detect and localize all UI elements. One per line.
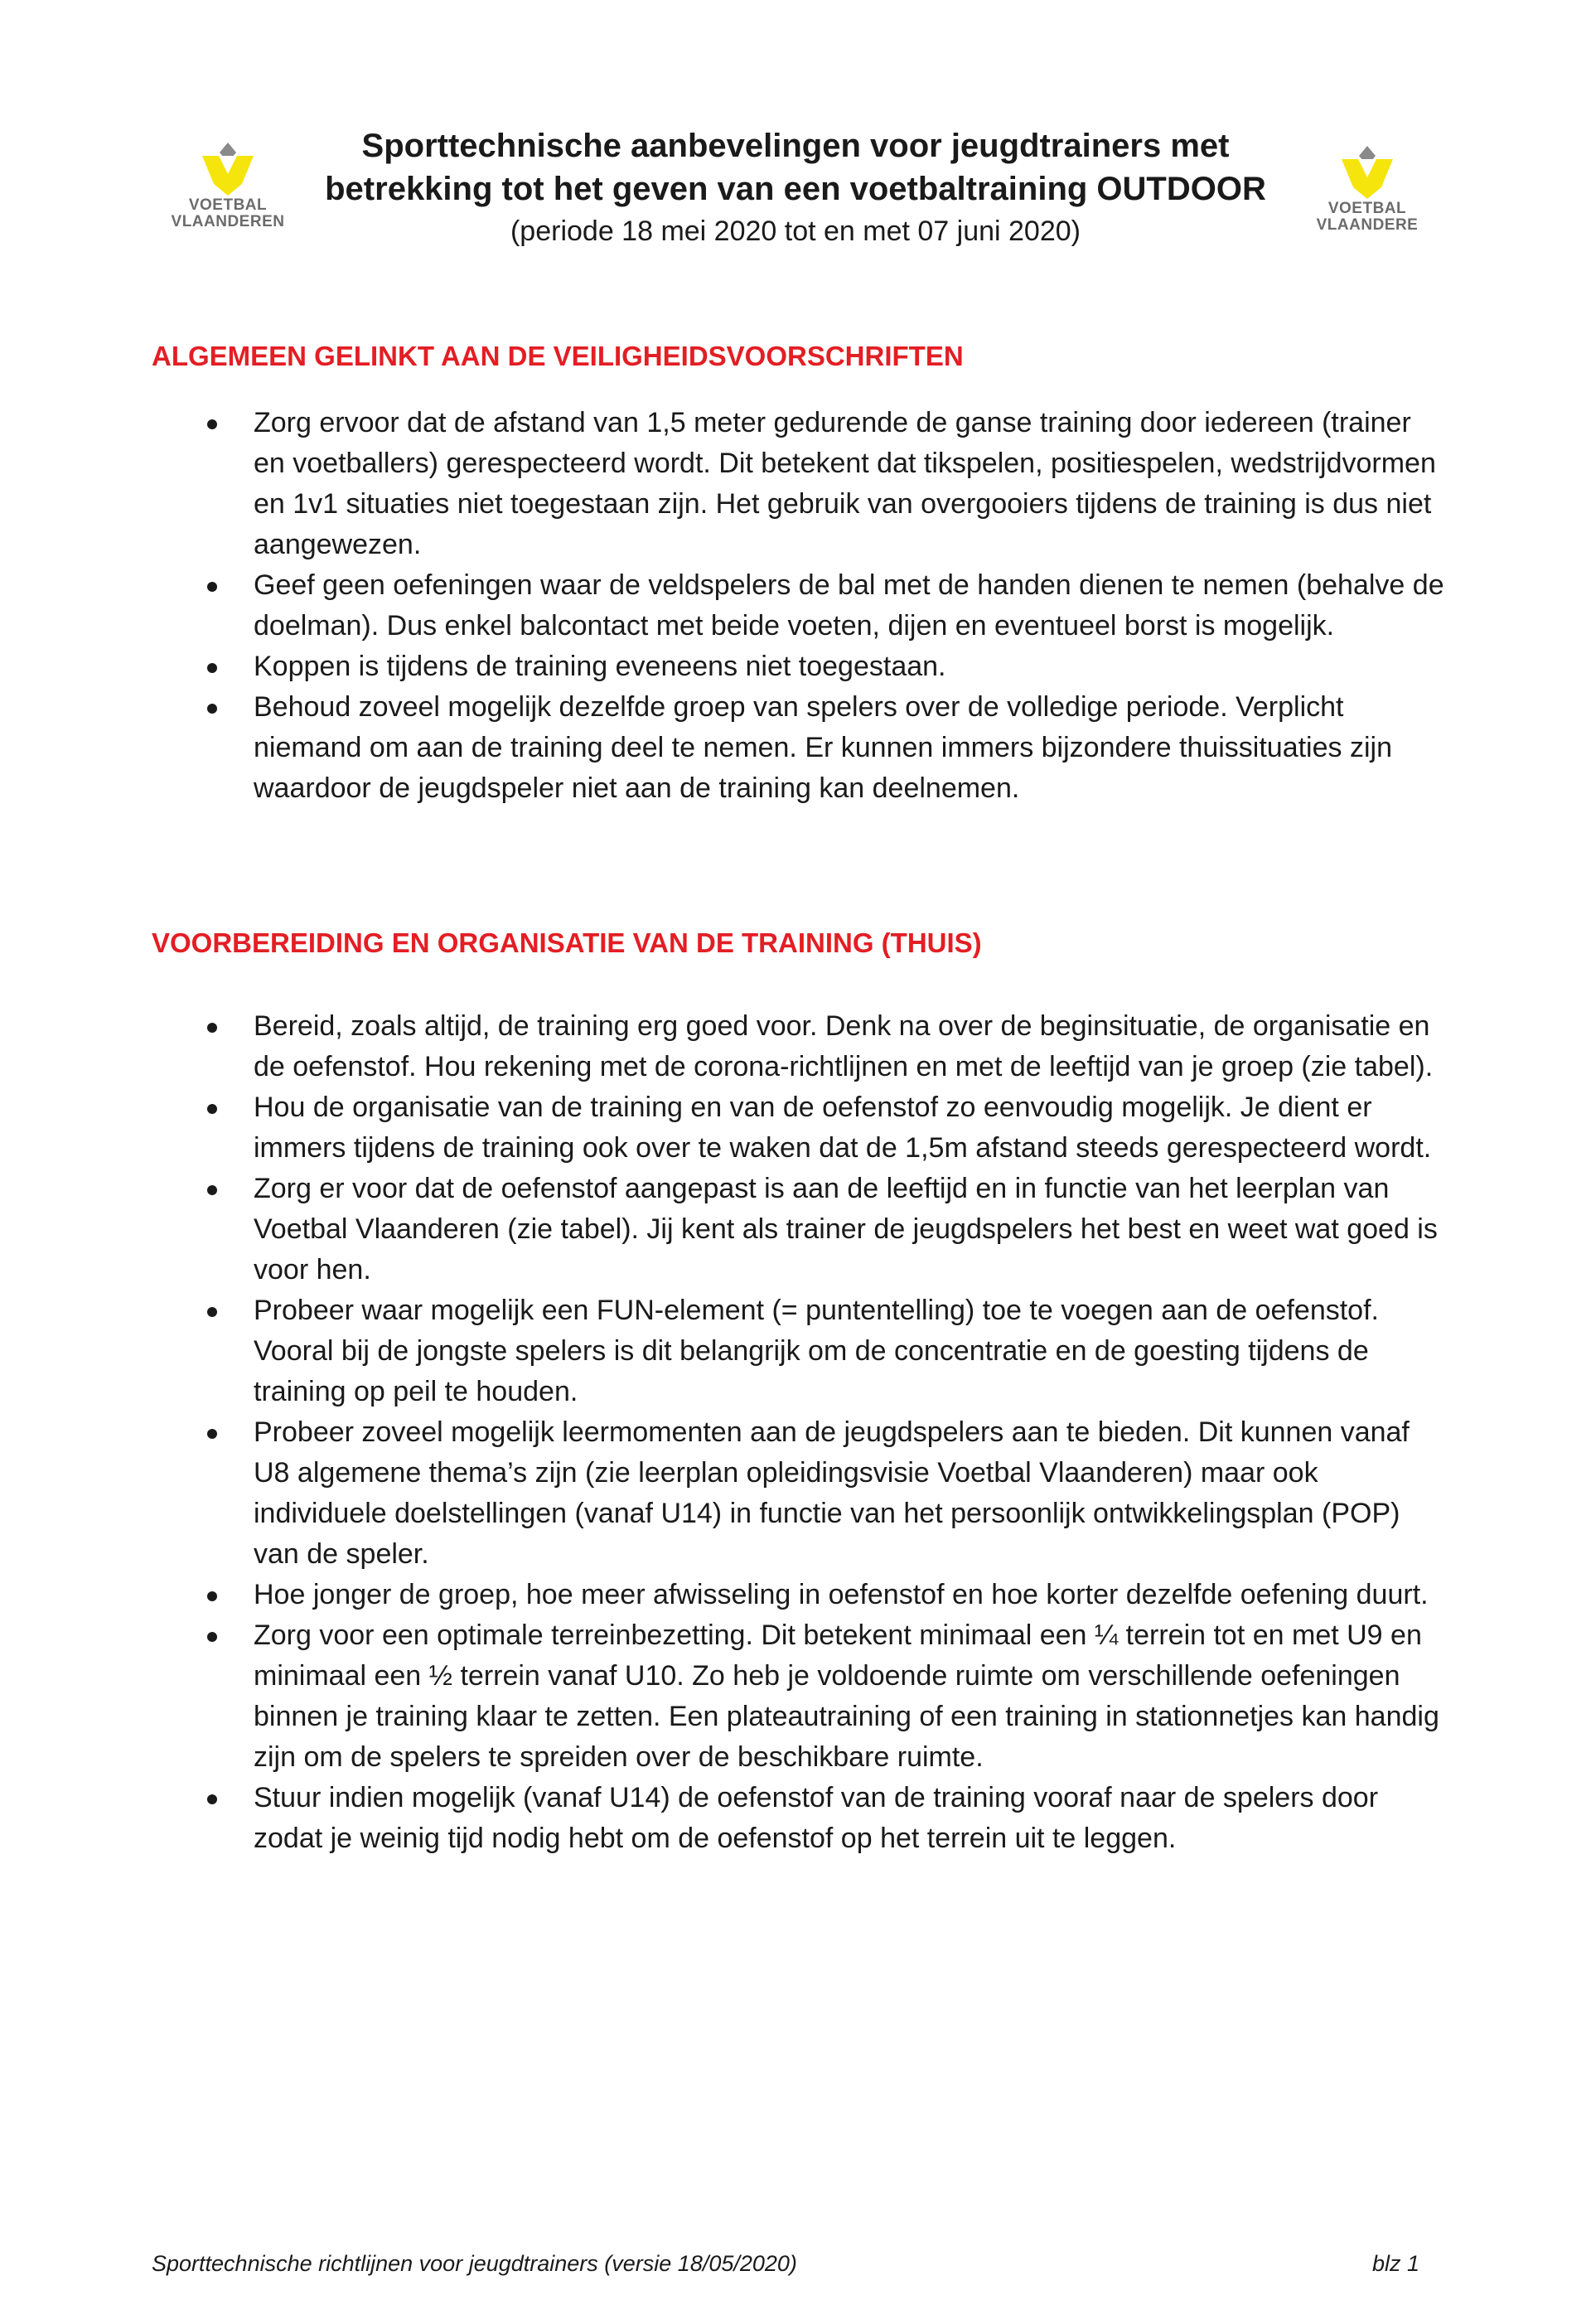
bullet-dot-icon [207, 1794, 217, 1804]
list-item-text: Probeer waar mogelijk een FUN-element (= puntentelling) toe te voegen aan de oefenstof. Vooral bij de jongste spelers is dit belangrijk om de concentratie en de goesting tijdens de training op peil te houden. [254, 1295, 1379, 1407]
list-item [191, 1615, 1450, 1778]
list-item [191, 1087, 1450, 1169]
voetbal-vlaanderen-logo-left [166, 143, 290, 259]
list-item [191, 1575, 1450, 1615]
section-heading-safety: ALGEMEEN GELINKT AAN DE VEILIGHEIDSVOORSCHRIFTEN [152, 341, 964, 371]
logo-right-text-1: VOETBAL [1327, 200, 1407, 217]
bullet-dot-icon [207, 1632, 217, 1642]
list-item [191, 565, 1450, 646]
bullet-dot-icon [207, 704, 217, 714]
bullet-dot-icon [207, 1185, 217, 1195]
list-item [191, 403, 1450, 565]
list-item [191, 1290, 1450, 1412]
list-item-text: Zorg voor een optimale terreinbezetting. Dit betekent minimaal een ¼ terrein tot en met U9 en minimaal een ½ terrein vanaf U10. Zo heb je voldoende ruimte om verschillende oefeningen binnen je training klaar te zetten. Een plateautraining of een training in stationnetjes kan handig zijn om de spelers te spreiden over de beschikbare ruimte. [254, 1620, 1439, 1773]
document-title-line-1: Sporttechnische aanbevelingen voor jeugdtrainers met [361, 128, 1230, 164]
title-block [282, 124, 1309, 250]
logo-emblem-icon [1338, 146, 1396, 201]
list-item [191, 1778, 1450, 1859]
list-item-text: Hoe jonger de groep, hoe meer afwisseling in oefenstof en hoe korter dezelfde oefening duurt. [254, 1579, 1429, 1610]
voetbal-vlaanderen-logo-right [1305, 146, 1429, 262]
bullet-dot-icon [207, 582, 217, 592]
list-item [191, 1169, 1450, 1290]
bullet-dot-icon [207, 1307, 217, 1317]
bullet-dot-icon [207, 1104, 217, 1114]
bullet-list-preparation [191, 1006, 1450, 1859]
section-heading-preparation: VOORBEREIDING EN ORGANISATIE VAN DE TRAINING (THUIS) [152, 927, 982, 958]
list-item-text: Geef geen oefeningen waar de veldspelers de bal met de handen dienen te nemen (behalve de doelman). Dus enkel balcontact met beide voeten, dijen en eventueel borst is mogelijk. [254, 569, 1444, 642]
list-item [191, 1412, 1450, 1575]
document-header [0, 124, 1591, 282]
list-item-text: Koppen is tijdens de training eveneens niet toegestaan. [254, 651, 946, 682]
document-subtitle: (periode 18 mei 2020 tot en met 07 juni 2020) [510, 215, 1081, 247]
list-item-text: Bereid, zoals altijd, de training erg goed voor. Denk na over de beginsituatie, de organisatie en de oefenstof. Hou rekening met de corona-richtlijnen en met de leeftijd van je groep (zie tabel). [254, 1010, 1434, 1082]
list-item [191, 646, 1450, 687]
document-title-line-2: betrekking tot het geven van een voetbaltraining OUTDOOR [325, 171, 1266, 207]
logo-left-text-2: VLAANDEREN [171, 213, 285, 230]
bullet-dot-icon [207, 419, 217, 429]
footer-page-number: blz 1 [1371, 2251, 1419, 2276]
list-item [191, 687, 1450, 809]
list-item-text: Zorg ervoor dat de afstand van 1,5 meter gedurende de ganse training door iedereen (trainer en voetballers) gerespecteerd wordt. Dit betekent dat tikspelen, positiespelen, wedstrijdvormen en 1v1 situaties niet toegestaan zijn. Het gebruik van overgooiers tijdens de training is dus niet aangewezen. [254, 407, 1436, 560]
list-item-text: Probeer zoveel mogelijk leermomenten aan de jeugdspelers aan te bieden. Dit kunnen vanaf U8 algemene thema’s zijn (zie leerplan opleidingsvisie Voetbal Vlaanderen) maar ook individuele doelstellingen (vanaf U14) in functie van het persoonlijk ontwikkelingsplan (POP) van de speler. [254, 1416, 1410, 1570]
bullet-dot-icon [207, 1591, 217, 1601]
list-item [191, 1006, 1450, 1087]
list-item-text: Hou de organisatie van de training en van de oefenstof zo eenvoudig mogelijk. Je dient er immers tijdens de training ook over te waken dat de 1,5m afstand steeds gerespecteerd wordt. [254, 1092, 1432, 1164]
bullet-dot-icon [207, 1429, 217, 1439]
list-item-text: Behoud zoveel mogelijk dezelfde groep van spelers over de volledige periode. Verplicht niemand om aan de training deel te nemen. Er kunnen immers bijzondere thuissituaties zijn waardoor de jeugdspeler niet aan de training kan deelnemen. [254, 691, 1392, 804]
logo-emblem-icon [199, 143, 257, 197]
list-item-text: Stuur indien mogelijk (vanaf U14) de oefenstof van de training vooraf naar de spelers door zodat je weinig tijd nodig hebt om de oefenstof op het terrein uit te leggen. [254, 1782, 1379, 1854]
bullet-dot-icon [207, 663, 217, 673]
page-footer [152, 2249, 1419, 2282]
list-item-text: Zorg er voor dat de oefenstof aangepast is aan de leeftijd en in functie van het leerplan van Voetbal Vlaanderen (zie tabel). Jij kent als trainer de jeugdspelers het best en weet wat goed is voor hen. [254, 1173, 1438, 1285]
footer-document-version: Sporttechnische richtlijnen voor jeugdtrainers (versie 18/05/2020) [152, 2251, 797, 2276]
logo-right-text-2: VLAANDERE [1316, 216, 1419, 234]
bullet-list-safety [191, 403, 1450, 809]
bullet-dot-icon [207, 1023, 217, 1033]
logo-left-text-1: VOETBAL [188, 196, 268, 214]
